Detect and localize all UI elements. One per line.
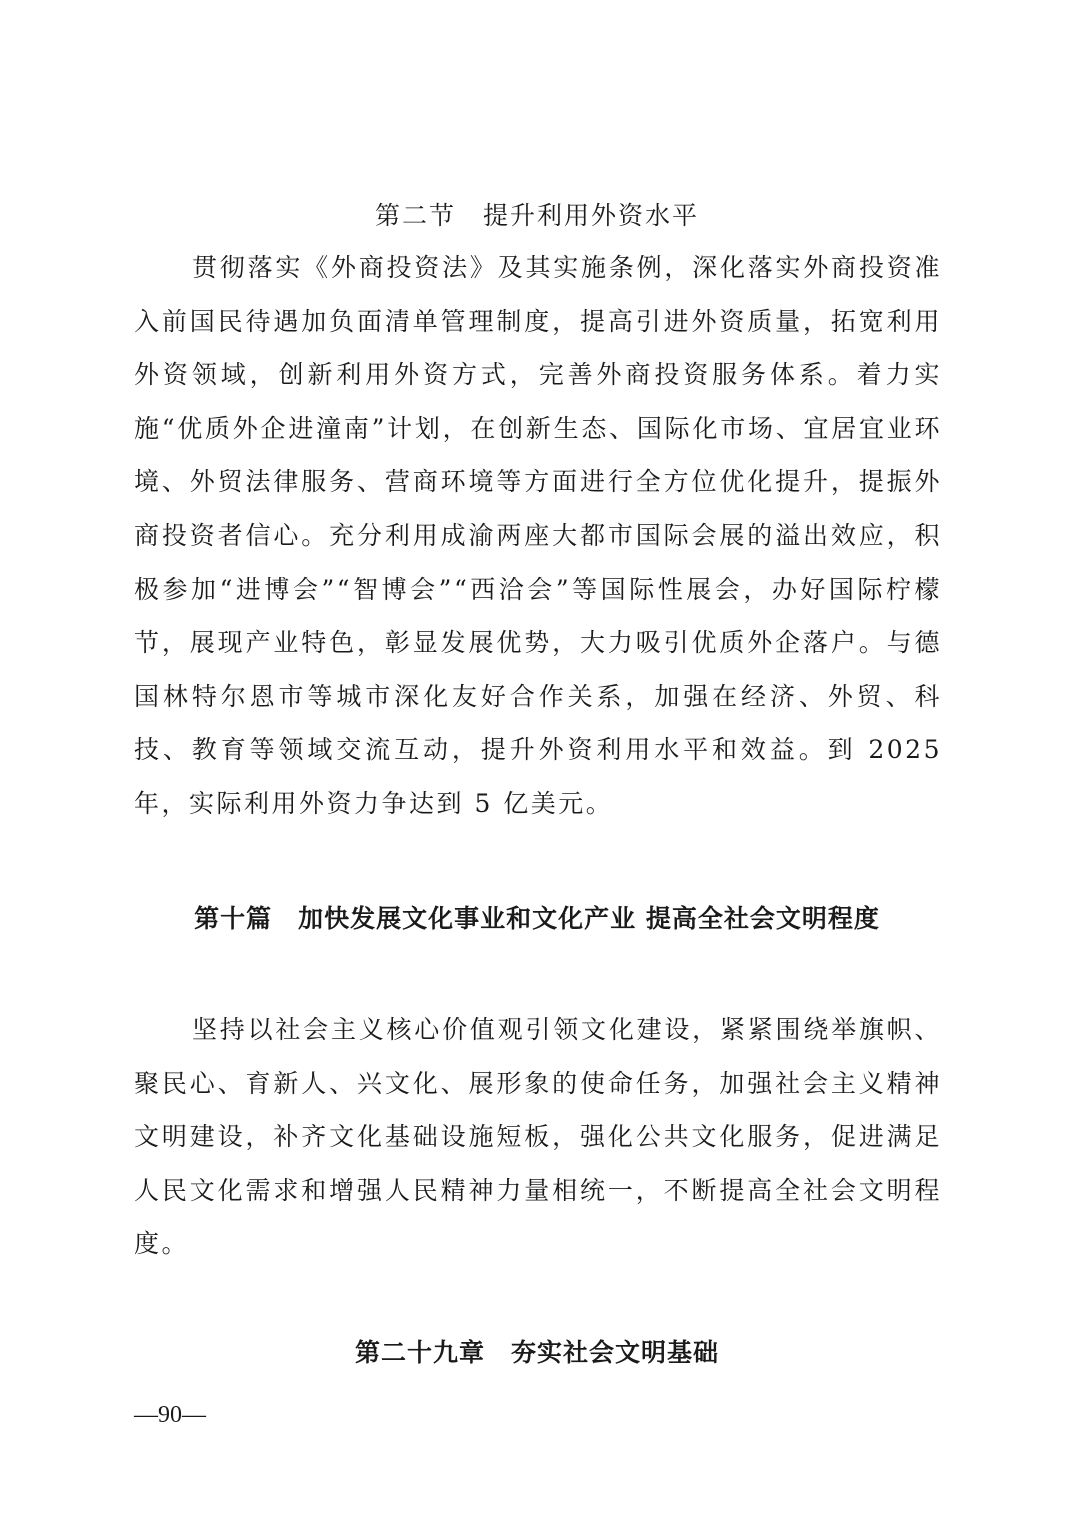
part-heading: 第十篇 加快发展文化事业和文化产业 提高全社会文明程度 [194, 904, 880, 933]
chapter-heading: 第二十九章 夯实社会文明基础 [354, 1338, 719, 1367]
section-heading: 第二节 提升利用外资水平 [374, 201, 699, 230]
paragraph-culture: 坚持以社会主义核心价值观引领文化建设，紧紧围绕举旗帜、聚民心、育新人、兴文化、展形象的使命任务，加强社会主义精神文明建设，补齐文化基础设施短板，强化公共文化服务，促进满足人民文化需求和增强人民精神力量相统一，不断提高全社会文明程度。 [134, 1015, 942, 1259]
page-number: —90— [134, 1402, 206, 1428]
paragraph-foreign-investment: 贯彻落实《外商投资法》及其实施条例，深化落实外商投资准入前国民待遇加负面清单管理制度，提高引进外资质量，拓宽利用外资领域，创新利用外资方式，完善外商投资服务体系。着力实施“优质外企进潼南”计划，在创新生态、国际化市场、宜居宜业环境、外贸法律服务、营商环境等方面进行全方位优化提升，提振外商投资者信心。充分利用成渝两座大都市国际会展的溢出效应，积极参加“进博会”“智博会”“西洽会”等国际性展会，办好国际柠檬节，展现产业特色，彰显发展优势，大力吸引优质外企落户。与德国林特尔恩市等城市深化友好合作关系，加强在经济、外贸、科技、教育等领域交流互动，提升外资利用水平和效益。到 2025 年，实际利用外资力争达到 5 亿美元。 [134, 253, 942, 818]
